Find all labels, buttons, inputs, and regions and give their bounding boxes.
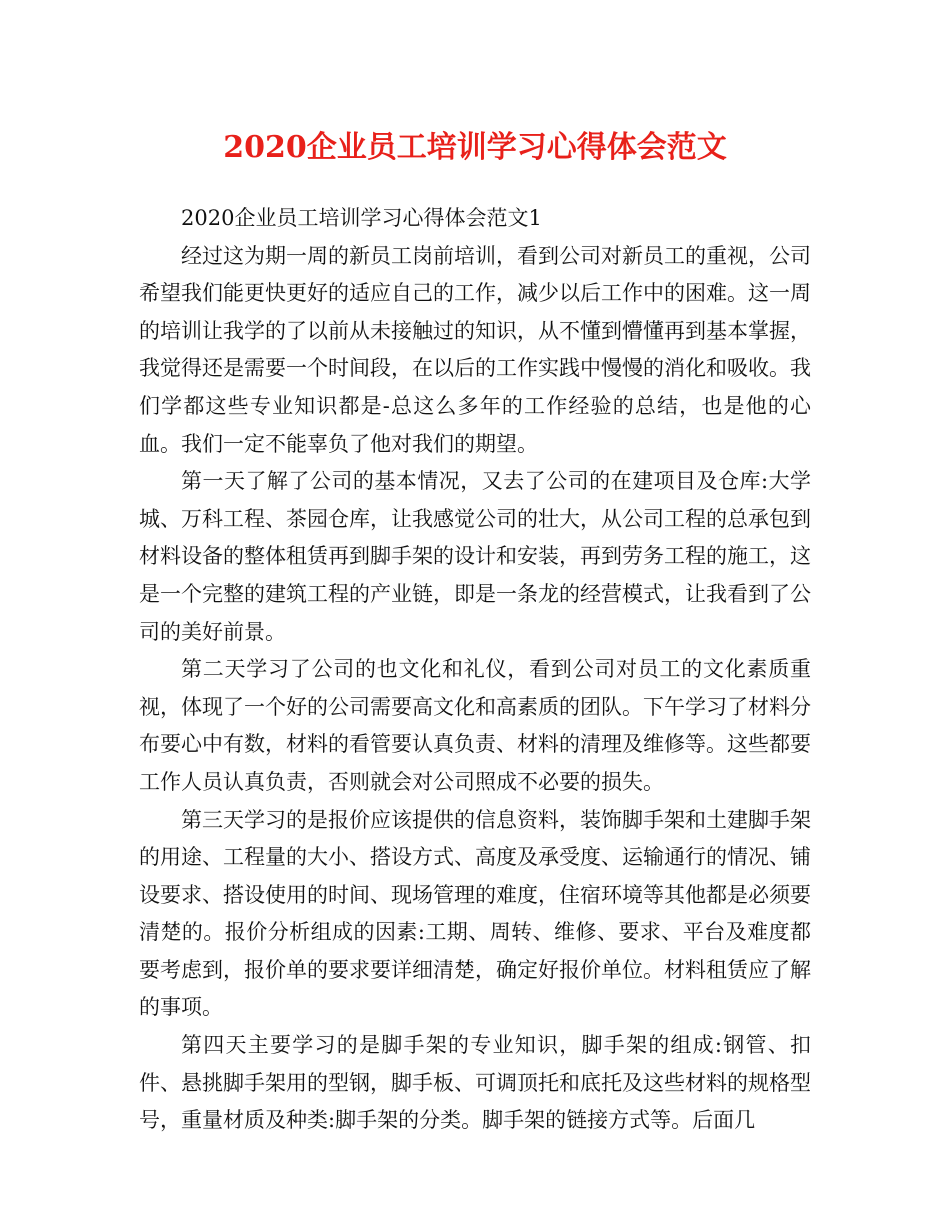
paragraph-3: 第二天学习了公司的也文化和礼仪，看到公司对员工的文化素质重视，体现了一个好的公司需要高文化和高素质的团队。下午学习了材料分布要心中有数，材料的看管要认真负责、材料的清理及维修等。这些都要工作人员认真负责，否则就会对公司照成不必要的损失。: [139, 657, 811, 794]
paragraph-1: 经过这为期一周的新员工岗前培训，看到公司对新员工的重视，公司希望我们能更快更好的适应自己的工作，减少以后工作中的困难。这一周的培训让我学的了以前从未接触过的知识，从不懂到懵懂再到基本掌握，我觉得还是需要一个时间段，在以后的工作实践中慢慢的消化和吸收。我们学都这些专业知识都是-总这么多年的工作经验的总结，也是他的心血。我们一定不能辜负了他对我们的期望。: [139, 243, 811, 456]
paragraph-2: 第一天了解了公司的基本情况，又去了公司的在建项目及仓库:大学城、万科工程、茶园仓库，让我感觉公司的壮大，从公司工程的总承包到材料设备的整体租赁再到脚手架的设计和安装，再到劳务工程的施工，这是一个完整的建筑工程的产业链，即是一条龙的经营模式，让我看到了公司的美好前景。: [139, 469, 811, 644]
paragraph-4: 第三天学习的是报价应该提供的信息资料，装饰脚手架和土建脚手架的用途、工程量的大小、搭设方式、高度及承受度、运输通行的情况、铺设要求、搭设使用的时间、现场管理的难度，住宿环境等其他都是必须要清楚的。报价分析组成的因素:工期、周转、维修、要求、平台及难度都要考虑到，报价单的要求要详细清楚，确定好报价单位。材料租赁应了解的事项。: [139, 807, 811, 1020]
document-body: [139, 200, 811, 1140]
document-title: 2020企业员工培训学习心得体会范文: [223, 130, 727, 165]
paragraph-5: 第四天主要学习的是脚手架的专业知识，脚手架的组成:钢管、扣件、悬挑脚手架用的型钢，脚手板、可调顶托和底托及这些材料的规格型号，重量材质及种类:脚手架的分类。脚手架的链接方式等。后面几: [139, 1033, 811, 1133]
section-heading: 2020企业员工培训学习心得体会范文1: [181, 206, 542, 230]
